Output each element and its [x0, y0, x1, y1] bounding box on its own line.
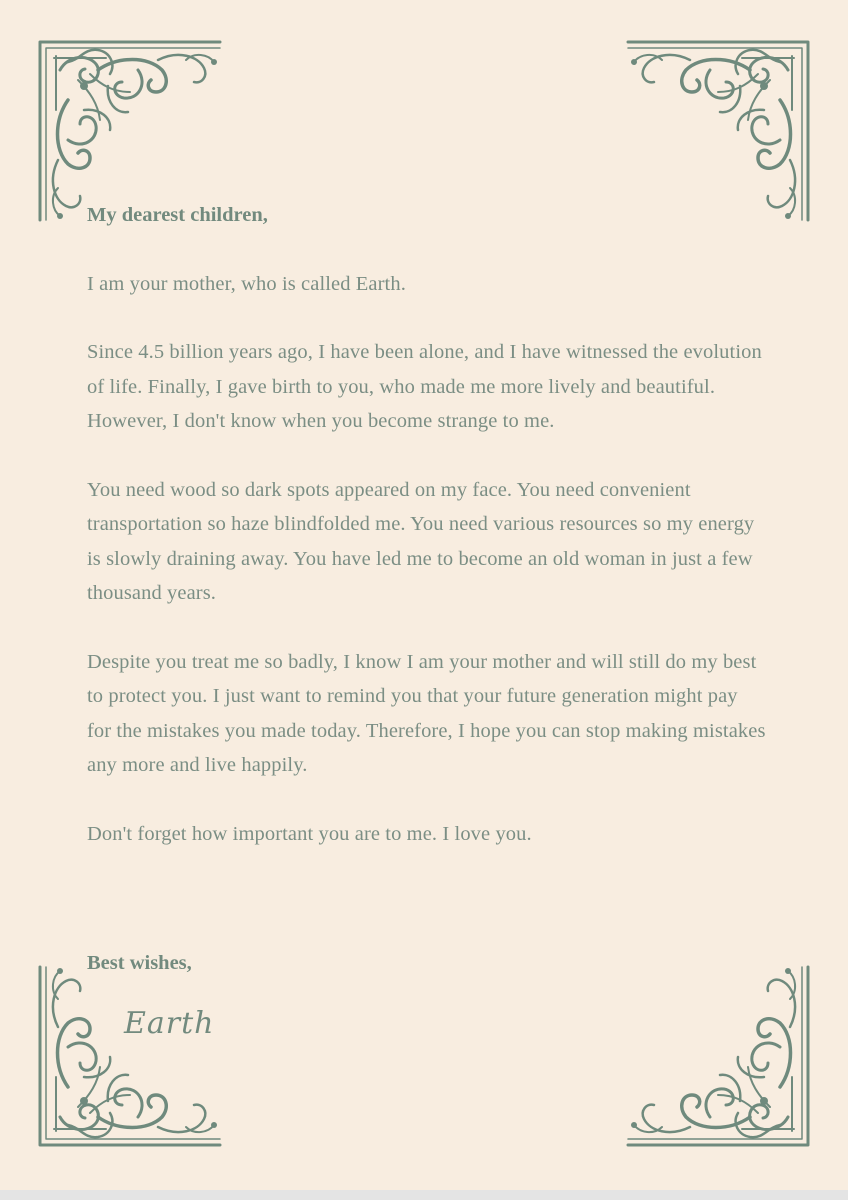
closing: Best wishes,: [87, 952, 192, 974]
paragraph-history: Since 4.5 billion years ago, I have been alone, and I have witnessed the evolution of life. Finally, I gave birth to you, who made me more lively and beautiful. However, I don't know when you become strange to me.: [87, 341, 762, 432]
paragraph-love: Don't forget how important you are to me. I love you.: [87, 822, 532, 845]
corner-ornament-bottom-right-icon: [625, 962, 810, 1147]
paragraph-intro: I am your mother, who is called Earth.: [87, 272, 406, 295]
corner-ornament-bottom-left-icon: [38, 962, 223, 1147]
salutation: My dearest children,: [87, 204, 268, 226]
signature: Earth: [124, 1006, 215, 1041]
paragraph-needs: You need wood so dark spots appeared on my face. You need convenient transportation so haze blindfolded me. You need various resources so my energy is slowly draining away. You have led me to become an old woman in just a few thousand years.: [87, 478, 755, 604]
letter-body: [87, 198, 767, 885]
page-bottom-edge: [0, 1190, 848, 1200]
paragraph-hope: Despite you treat me so badly, I know I am your mother and will still do my best to protect you. I just want to remind you that your future generation might pay for the mistakes you made today. Therefore, I hope you can stop making mistakes any more and live happily.: [87, 650, 766, 776]
